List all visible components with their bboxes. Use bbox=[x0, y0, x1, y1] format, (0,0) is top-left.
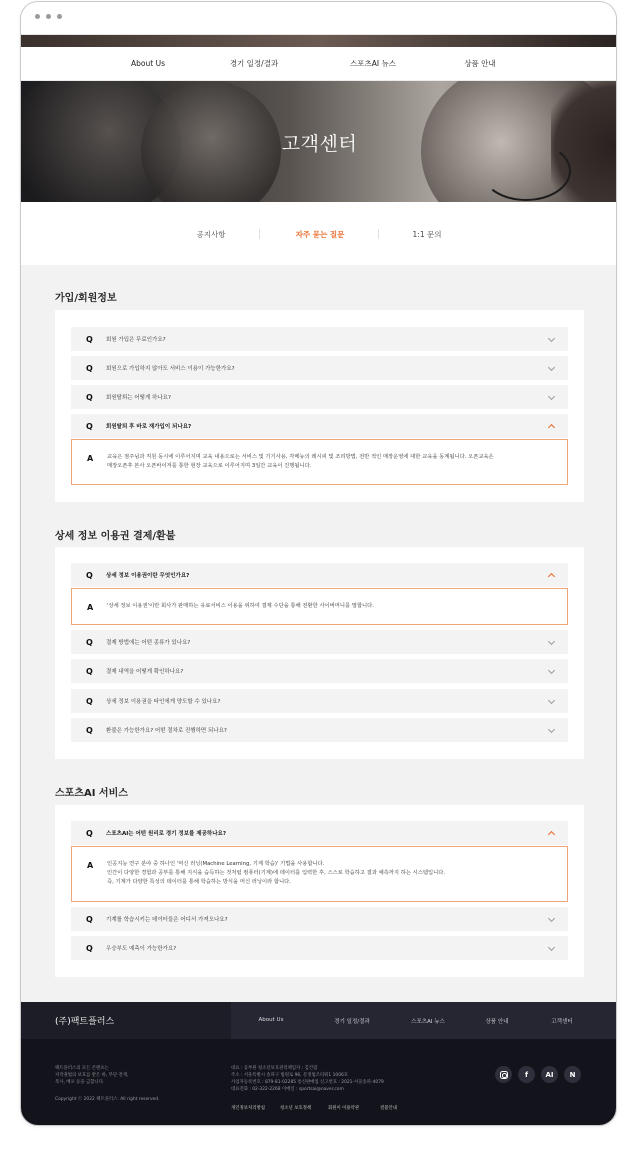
faq-question-open[interactable] bbox=[71, 563, 568, 587]
footer-link-youth[interactable]: 청소년 보호정책 bbox=[280, 1106, 312, 1111]
faq-answer bbox=[71, 588, 568, 625]
answer-line: 인공지능 연구 분야 중 하나인 '머신 러닝(Machine Learning, 기계 학습)' 기법을 사용합니다. bbox=[107, 861, 325, 867]
q-label: Q bbox=[86, 392, 93, 402]
faq-question[interactable] bbox=[71, 356, 568, 380]
q-label: Q bbox=[86, 421, 93, 431]
nav-sportsai-news[interactable]: 스포츠AI 뉴스 bbox=[350, 59, 396, 68]
a-label: A bbox=[87, 603, 94, 612]
footer-link-terms[interactable]: 회원이 이용약관 bbox=[328, 1106, 360, 1111]
instagram-icon[interactable] bbox=[495, 1066, 512, 1083]
faq-card-membership bbox=[55, 310, 584, 502]
faq-answer bbox=[71, 439, 568, 485]
footer-info-line: 대표 : 공부원 청소년보호관리책임자 : 김건엽 bbox=[231, 1066, 318, 1071]
window-dot[interactable] bbox=[46, 14, 51, 19]
faq-question-open[interactable] bbox=[71, 821, 568, 845]
question-text: 상세 정보 이용권을 타인에게 양도할 수 있나요? bbox=[106, 699, 221, 705]
faq-question[interactable] bbox=[71, 630, 568, 654]
instagram-glyph bbox=[500, 1071, 508, 1079]
hero-top-strip bbox=[21, 35, 617, 47]
chevron-down-icon bbox=[548, 335, 555, 342]
q-label: Q bbox=[86, 334, 93, 344]
answer-text bbox=[107, 860, 557, 887]
footer-nav-products[interactable]: 상품 안내 bbox=[485, 1019, 509, 1025]
chevron-down-icon bbox=[548, 393, 555, 400]
footer-nav bbox=[231, 1002, 617, 1039]
naver-icon[interactable]: N bbox=[564, 1066, 581, 1083]
question-text: 회원탈퇴 후 바로 재가입이 되나요? bbox=[106, 424, 192, 430]
hero-banner bbox=[21, 81, 617, 202]
chevron-down-icon bbox=[548, 944, 555, 951]
q-label: Q bbox=[86, 363, 93, 373]
window-dot[interactable] bbox=[35, 14, 40, 19]
faq-card-sportsai bbox=[55, 805, 584, 977]
nav-product-info[interactable]: 상품 안내 bbox=[464, 59, 496, 68]
chevron-down-icon bbox=[548, 697, 555, 704]
q-label: Q bbox=[86, 637, 93, 647]
main-nav bbox=[21, 47, 617, 81]
answer-line: 매장오픈후 본사 오픈바이저를 통한 현장 교육으로 이루어지며 3일간 교육이 진행됩니다. bbox=[107, 463, 312, 469]
nav-schedule-results[interactable]: 경기 일정/결과 bbox=[229, 59, 279, 68]
footer-nav-about-us[interactable]: About Us bbox=[258, 1017, 284, 1023]
answer-line: 즉, 기계가 다양한 특성의 데이터를 통해 학습하는 방식을 머신 러닝이라 합니다. bbox=[107, 879, 291, 885]
facebook-icon[interactable]: f bbox=[518, 1066, 535, 1083]
chevron-down-icon bbox=[548, 915, 555, 922]
footer-info-line: 대표전화 : 02-322-2268 이메일 : sportsai@naver.com bbox=[231, 1087, 344, 1092]
tab-notice[interactable]: 공지사항 bbox=[196, 230, 226, 239]
chevron-down-icon bbox=[548, 667, 555, 674]
chevron-up-icon bbox=[548, 424, 555, 431]
window-titlebar bbox=[21, 2, 616, 35]
answer-line: 인간이 다양한 경험과 공부를 통해 지식을 습득하는 것처럼 컴퓨터(기계)에 데이터를 입력한 후, 스스로 학습하고 결과 예측까지 하는 시스템입니다. bbox=[107, 870, 446, 876]
a-label: A bbox=[87, 454, 94, 463]
faq-question-open[interactable] bbox=[71, 414, 568, 438]
window-controls bbox=[35, 14, 62, 19]
q-label: Q bbox=[86, 828, 93, 838]
chevron-down-icon bbox=[548, 726, 555, 733]
nav-about-us[interactable]: About Us bbox=[131, 59, 165, 68]
faq-question[interactable] bbox=[71, 936, 568, 960]
question-text: 우승부도 예측이 가능한가요? bbox=[106, 946, 177, 952]
footer-copyright: Copyright ⓒ 2022 팩트플러스. All right reserved. bbox=[55, 1097, 160, 1102]
browser-window bbox=[20, 1, 617, 1126]
q-label: Q bbox=[86, 943, 93, 953]
footer-notice-line: 팩트플러스의 모든 콘텐츠는 bbox=[55, 1066, 109, 1071]
chevron-down-icon bbox=[548, 638, 555, 645]
footer-info-line: 주소 : 서울특별시 송파구 법원로 96, 문정법조타워1 1006호 bbox=[231, 1073, 349, 1078]
question-text: 회원탈퇴는 어떻게 하나요? bbox=[106, 395, 171, 401]
chevron-down-icon bbox=[548, 364, 555, 371]
faq-question[interactable] bbox=[71, 327, 568, 351]
q-label: Q bbox=[86, 914, 93, 924]
footer-info-line: 사업자등록번호 : 879-81-02285 통신판매업 신고번호 : 2021-서울송파-4079 bbox=[231, 1080, 384, 1085]
faq-question[interactable] bbox=[71, 659, 568, 683]
footer-top bbox=[21, 1002, 617, 1039]
faq-question[interactable] bbox=[71, 718, 568, 742]
footer-nav-support[interactable]: 고객센터 bbox=[551, 1019, 573, 1025]
answer-text bbox=[107, 602, 557, 611]
section-title-payment: 상세 정보 이용권 결제/환불 bbox=[55, 531, 176, 542]
tab-faq[interactable]: 자주 묻는 질문 bbox=[295, 230, 345, 239]
tab-divider bbox=[378, 229, 379, 239]
tab-inquiry[interactable]: 1:1 문의 bbox=[412, 230, 442, 239]
answer-text bbox=[107, 453, 557, 471]
footer-link-payment[interactable]: 결불안내 bbox=[380, 1106, 397, 1111]
faq-question[interactable] bbox=[71, 689, 568, 713]
answer-line: '상세 정보 이용권'이란 회사가 판매하는 유료서비스 이용을 위하여 결제 수단을 통해 전환한 사이버머니를 말합니다. bbox=[107, 603, 374, 609]
window-dot[interactable] bbox=[57, 14, 62, 19]
q-label: Q bbox=[86, 666, 93, 676]
chevron-up-icon bbox=[548, 831, 555, 838]
faq-question[interactable] bbox=[71, 385, 568, 409]
footer-notice-line: 복사, 배포 등을 금합니다. bbox=[55, 1080, 105, 1085]
section-title-sportsai: 스포츠AI 서비스 bbox=[55, 788, 128, 799]
footer-company-info bbox=[231, 1065, 384, 1093]
footer-nav-news[interactable]: 스포츠AI 뉴스 bbox=[411, 1019, 445, 1025]
question-text: 기계를 학습시키는 데이터들은 어디서 가져오나요? bbox=[106, 917, 228, 923]
question-text: 환불은 가능한가요? 어떤 절차로 진행하면 되나요? bbox=[106, 728, 227, 734]
section-title-membership: 가입/회원정보 bbox=[55, 293, 117, 304]
footer-bottom bbox=[21, 1039, 617, 1126]
chevron-up-icon bbox=[548, 573, 555, 580]
footer-link-privacy[interactable]: 개인정보처리방침 bbox=[231, 1106, 265, 1111]
faq-answer bbox=[71, 846, 568, 902]
question-text: 결제 방법에는 어떤 종류가 있나요? bbox=[106, 640, 191, 646]
question-text: 상세 정보 이용권이란 무엇인가요? bbox=[106, 573, 190, 579]
question-text: 회원 가입은 무료인가요? bbox=[106, 337, 166, 343]
faq-card-payment bbox=[55, 547, 584, 759]
sub-tabs bbox=[21, 202, 617, 265]
page-title: 고객센터 bbox=[281, 133, 358, 155]
question-text: 회원으로 가입하지 않아도 서비스 이용이 가능한가요? bbox=[106, 366, 235, 372]
tab-divider bbox=[259, 229, 260, 239]
a-label: A bbox=[87, 861, 94, 870]
q-label: Q bbox=[86, 696, 93, 706]
footer-nav-schedule[interactable]: 경기 일정/결과 bbox=[334, 1019, 370, 1025]
question-text: 스포츠AI는 어떤 원리로 경기 정보를 제공하나요? bbox=[106, 831, 227, 837]
question-text: 결제 내역을 어떻게 확인하나요? bbox=[106, 669, 184, 675]
q-label: Q bbox=[86, 570, 93, 580]
footer-notice-line: 저작권법의 보호를 받은 바, 무단 전재, bbox=[55, 1073, 129, 1078]
footer-brand: (주)팩트플러스 bbox=[55, 1017, 115, 1027]
q-label: Q bbox=[86, 725, 93, 735]
answer-line: 교육은 점주님과 직원 동시에 이루어지며 교육 내용으로는 서비스 및 기기사용, 각메뉴의 레시피 및 조리방법, 전반 적인 매장운영에 대한 교육을 동계됩니다. 오픈교육은 bbox=[107, 454, 494, 460]
faq-question[interactable] bbox=[71, 907, 568, 931]
footer-notice bbox=[55, 1065, 128, 1086]
ai-icon[interactable]: AI bbox=[541, 1066, 558, 1083]
